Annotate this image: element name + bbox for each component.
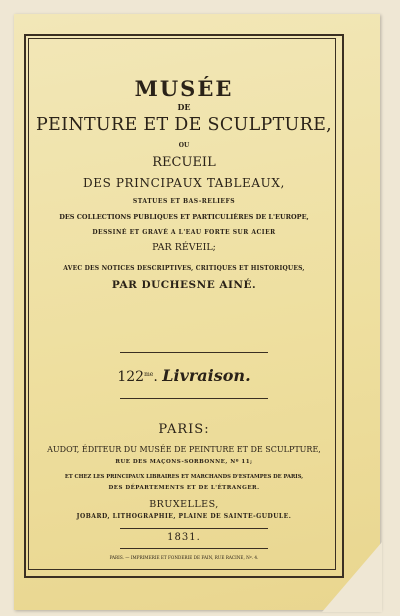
printer-credit: PARIS. — IMPRIMERIE ET FONDERIE DE FAIN, RUE RACINE, Nº. 4. [109,555,259,560]
subtitle-collections: DES COLLECTIONS PUBLIQUES ET PARTICULIÈRES DE L'EUROPE, [59,213,309,221]
title-musee: MUSÉE [134,76,234,101]
imprint-city: PARIS: [158,422,210,437]
imprint-brussels: BRUXELLES, [149,499,219,510]
subtitle-par-reveil: PAR RÉVEIL; [152,242,216,253]
title-recueil: RECUEIL [152,155,216,170]
divider-bottom [120,398,268,399]
title-ou: OU [178,142,190,149]
livraison-label [34,368,334,384]
imprint-departments: DES DÉPARTEMENTS ET DE L'ÉTRANGER. [108,485,260,491]
divider-year-top [120,528,268,529]
publication-year: 1831. [167,532,201,543]
livraison-word: Livraison. [162,366,251,385]
livraison-suffix: me [144,371,154,378]
subtitle-dessine: DESSINÉ ET GRAVÉ A L'EAU FORTE SUR ACIER [92,229,276,236]
divider-year-bottom [120,548,268,549]
title-de: DE [177,102,191,112]
subtitle-tableaux: DES PRINCIPAUX TABLEAUX, [83,176,285,190]
subtitle-notices: AVEC DES NOTICES DESCRIPTIVES, CRITIQUES ET HISTORIQUES, [63,265,305,272]
imprint-booksellers: ET CHEZ LES PRINCIPAUX LIBRAIRES ET MARCHANDS D'ESTAMPES DE PARIS, [64,474,304,480]
author-duchesne: PAR DUCHESNE AINÉ. [111,279,257,291]
imprint-publisher: AUDOT, ÉDITEUR DU MUSÉE DE PEINTURE ET DE SCULPTURE, [47,445,321,454]
livraison-number: 122 [117,369,145,385]
livraison-separator: . [153,369,158,385]
subtitle-statues: STATUES ET BAS-RELIEFS [132,198,236,205]
divider-top [120,352,268,353]
imprint-address: RUE DES MAÇONS-SORBONNE, Nº 11; [115,459,253,465]
title-peinture: PEINTURE ET DE SCULPTURE, [35,115,333,135]
imprint-jobard: JOBARD, LITHOGRAPHIE, PLAINE DE SAINTE-GUDULE. [76,513,292,520]
